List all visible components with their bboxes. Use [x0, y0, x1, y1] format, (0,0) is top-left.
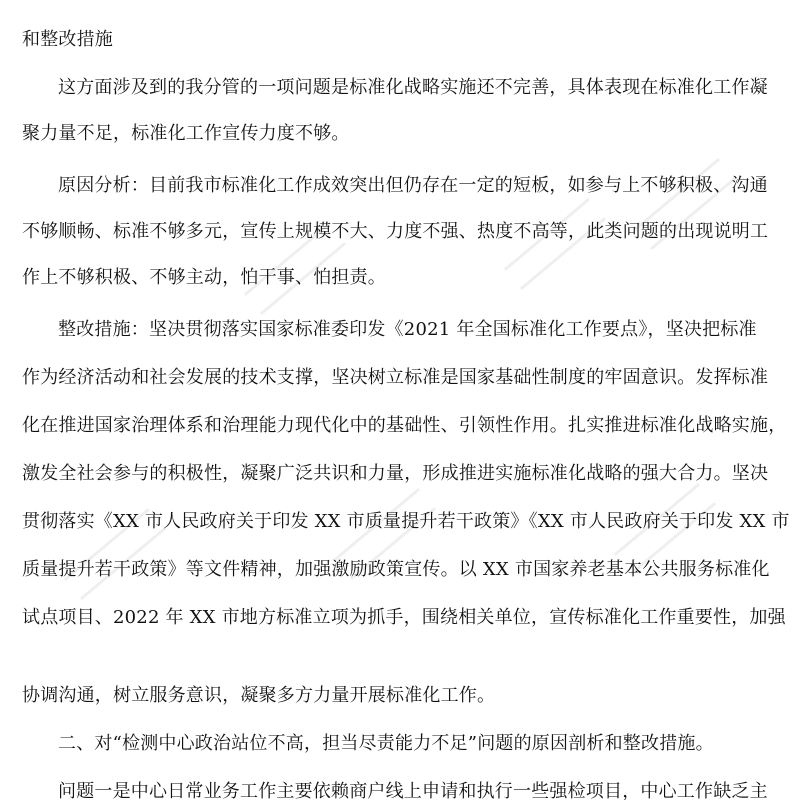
text-line-8: 作为经济活动和社会发展的技术支撑，坚决树立标准是国家基础性制度的牢固意识。发挥标准 [22, 367, 769, 388]
text-line-7: 整改措施：坚决贯彻落实国家标准委印发《2021 年全国标准化工作要点》，坚决把标准 [58, 319, 757, 340]
text-line-2: 这方面涉及到的我分管的一项问题是标准化战略实施还不完善，具体表现在标准化工作凝 [58, 77, 768, 98]
text-line-14: 协调沟通，树立服务意识，凝聚多方力量开展标准化工作。 [22, 685, 496, 706]
text-line-16: 问题一是中心日常业务工作主要依赖商户线上申请和执行一些强检项目，中心工作缺乏主 [58, 781, 768, 800]
text-line-1: 和整改措施 [22, 29, 113, 50]
text-line-4: 原因分析：目前我市标准化工作成效突出但仍存在一定的短板，如参与上不够积极、沟通 [58, 175, 768, 196]
watermark-mark [504, 198, 606, 290]
text-line-15: 二、对“检测中心政治站位不高，担当尽责能力不足”问题的原因剖析和整改措施。 [58, 733, 714, 754]
text-line-13: 试点项目、2022 年 XX 市地方标准立项为抓手，围绕相关单位，宣传标准化工作重要性，加强 [22, 607, 786, 628]
text-line-9: 化在推进国家治理体系和治理能力现代化中的基础性、引领性作用。扎实推进标准化战略实施， [22, 415, 787, 436]
text-line-12: 质量提升若干政策》等文件精神，加强激励政策宣传。以 XX 市国家养老基本公共服务标准化 [22, 559, 770, 580]
text-line-11: 贯彻落实《XX 市人民政府关于印发 XX 市质量提升若干政策》《XX 市人民政府关于印发 XX 市 [22, 511, 790, 532]
text-line-3: 聚力量不足，标准化工作宣传力度不够。 [22, 123, 350, 144]
text-line-10: 激发全社会参与的积极性，凝聚广泛共识和力量，形成推进实施标准化战略的强大合力。坚决 [22, 463, 769, 484]
text-line-5: 不够顺畅、标准不够多元，宣传上规模不大、力度不强、热度不高等，此类问题的出现说明工 [22, 221, 769, 242]
text-line-6: 作上不够积极、不够主动，怕干事、怕担责。 [22, 267, 386, 288]
